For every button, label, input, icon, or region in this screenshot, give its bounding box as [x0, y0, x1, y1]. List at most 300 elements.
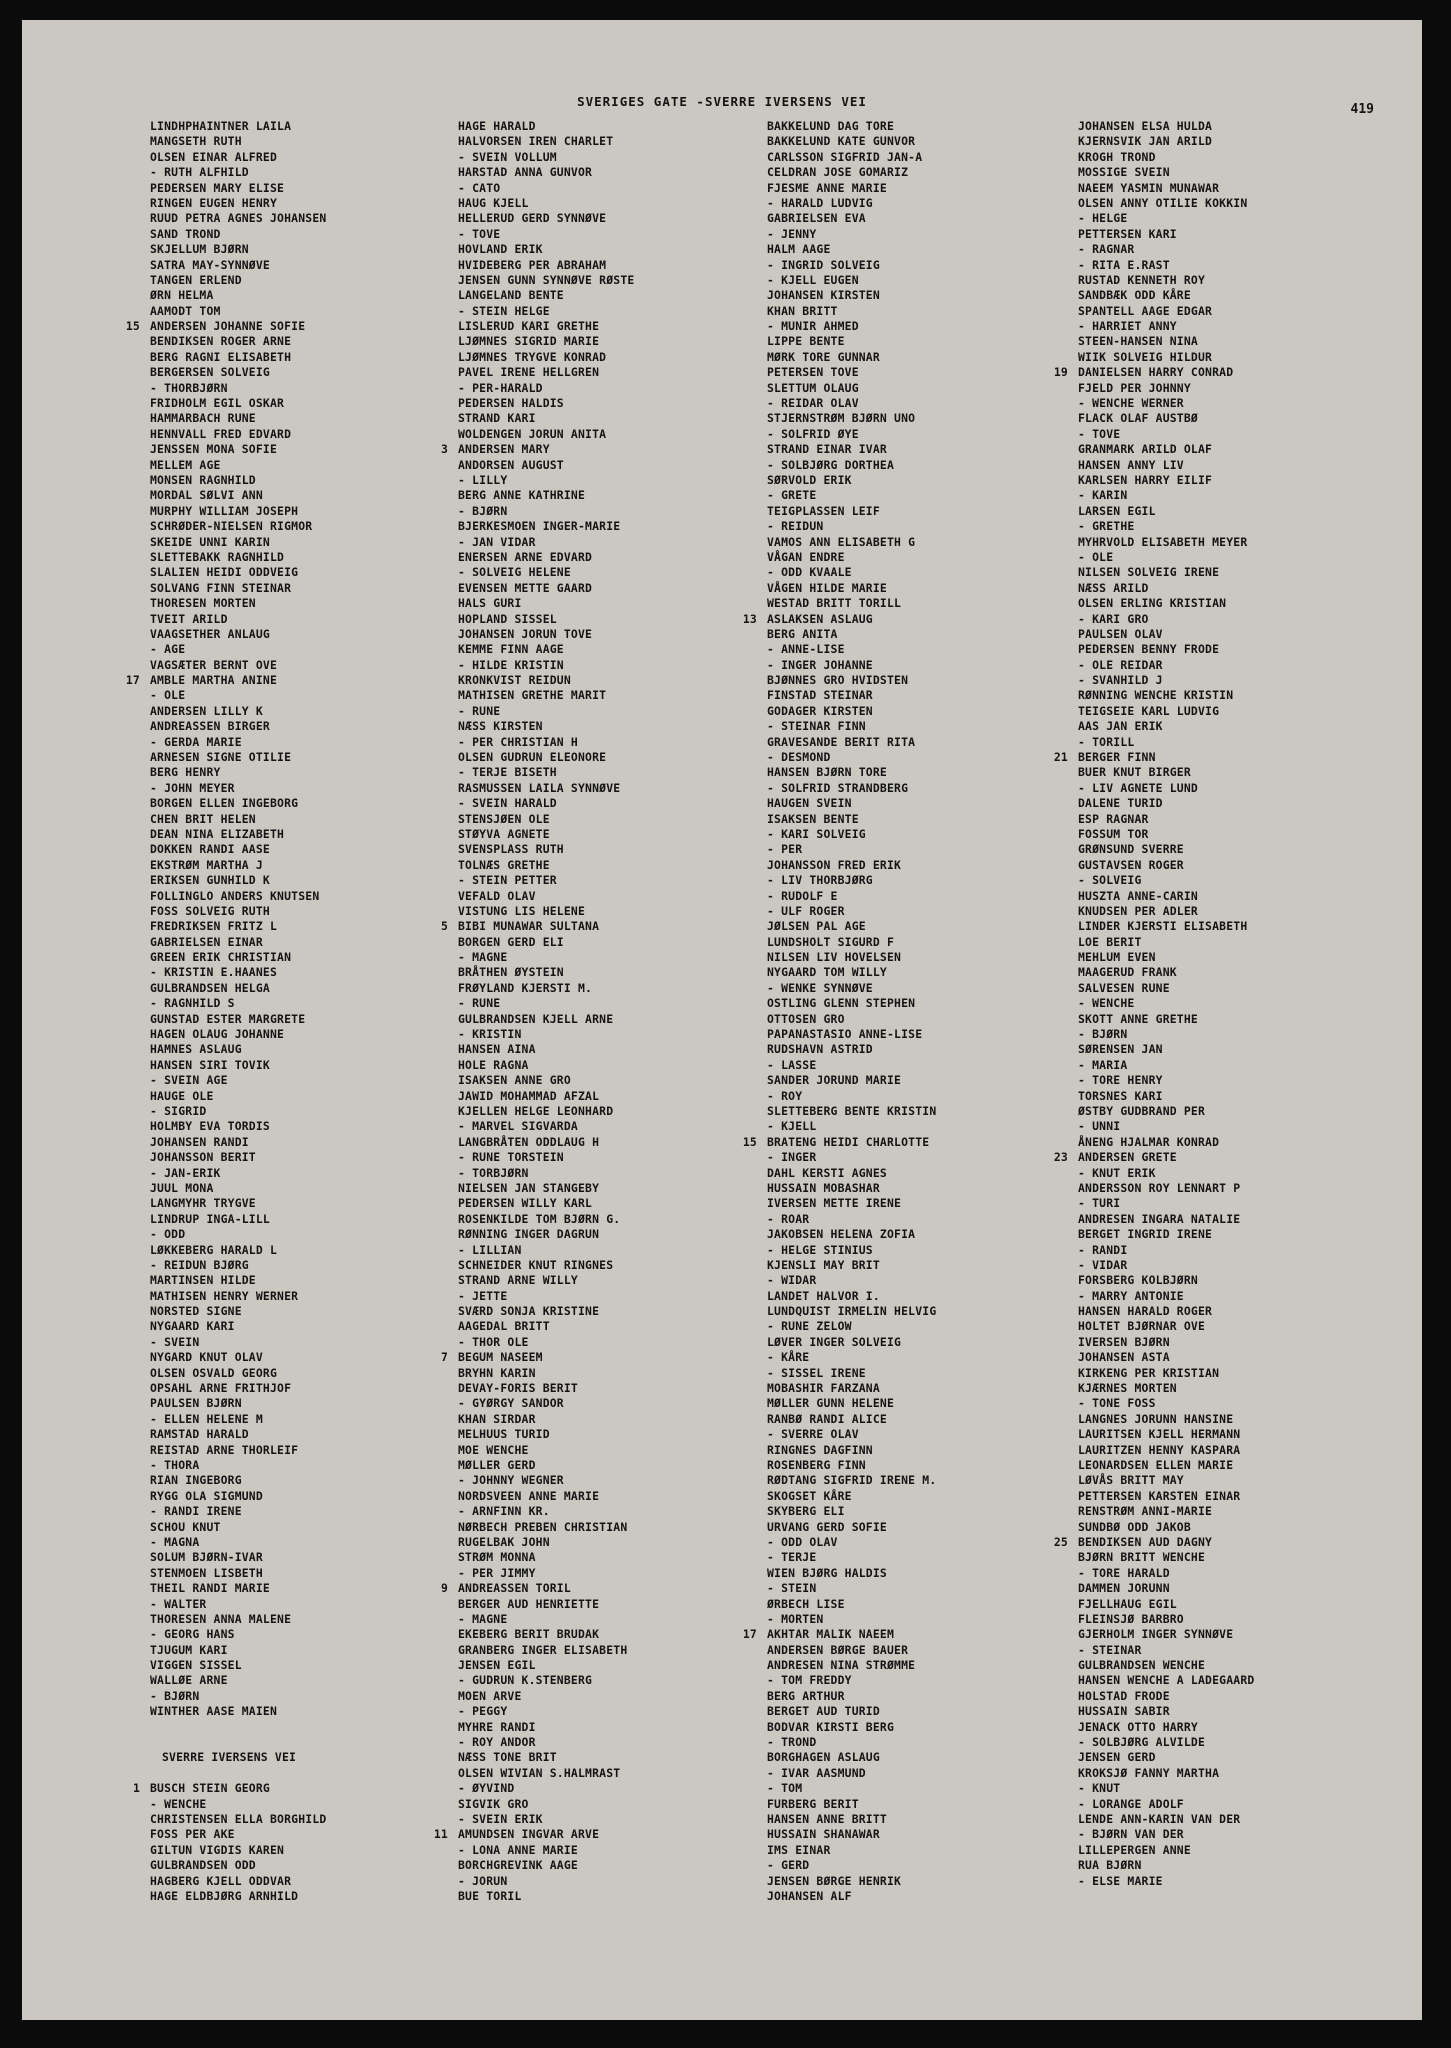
resident-entry	[1078, 1689, 1254, 1704]
resident-name: PAVEL IRENE HELLGREN	[458, 365, 600, 380]
resident-entry	[1078, 411, 1254, 426]
resident-name: KARLSEN HARRY EILIF	[1078, 472, 1213, 487]
resident-name: - SVEIN	[150, 1334, 200, 1349]
resident-entry	[458, 1196, 634, 1211]
resident-entry	[1078, 519, 1254, 534]
resident-name: PAPANASTASIO ANNE-LISE	[767, 1027, 923, 1042]
resident-name: SALVESEN RUNE	[1078, 980, 1170, 995]
resident-name: - JOHNNY WEGNER	[458, 1473, 564, 1488]
resident-entry	[458, 1089, 634, 1104]
resident-entry	[458, 904, 634, 919]
resident-name: - ULF ROGER	[767, 903, 845, 918]
resident-entry	[150, 134, 326, 149]
resident-name: JOHANSEN ELSA HULDA	[1078, 119, 1213, 133]
resident-entry	[767, 996, 936, 1011]
resident-entry	[767, 1289, 936, 1304]
resident-name: HOLMBY EVA TORDIS	[150, 1119, 270, 1134]
resident-name: JOHANSSON BERIT	[150, 1150, 256, 1165]
resident-name: TANGEN ERLEND	[150, 272, 242, 287]
resident-entry	[150, 396, 326, 411]
resident-entry	[458, 858, 634, 873]
resident-entry	[767, 211, 936, 226]
resident-name: NØRBECH PREBEN CHRISTIAN	[458, 1519, 628, 1534]
resident-entry	[767, 396, 936, 411]
resident-entry	[458, 1243, 634, 1258]
resident-entry	[150, 1243, 326, 1258]
resident-entry	[150, 1119, 326, 1134]
resident-entry	[767, 304, 936, 319]
resident-name: NYGAARD KARI	[150, 1319, 235, 1334]
resident-entry	[458, 1843, 634, 1858]
resident-name: ISAKSEN ANNE GRO	[458, 1073, 571, 1088]
resident-name: KJERNSVIK JAN ARILD	[1078, 134, 1213, 149]
resident-entry	[1078, 1381, 1254, 1396]
resident-name: - INGRID SOLVEIG	[767, 257, 880, 272]
resident-entry	[1078, 1181, 1254, 1196]
resident-name: DEVAY-FORIS BERIT	[458, 1381, 578, 1396]
resident-name: - KRISTIN E.HAANES	[150, 965, 278, 980]
resident-entry	[767, 1073, 936, 1088]
street-heading	[150, 1750, 326, 1765]
resident-entry	[150, 1350, 326, 1365]
resident-name: HAGEN OLAUG JOHANNE	[150, 1027, 285, 1042]
resident-entry	[150, 535, 326, 550]
resident-entry	[767, 704, 936, 719]
resident-entry	[1078, 473, 1254, 488]
resident-name: MELLEM AGE	[150, 457, 221, 472]
resident-entry	[767, 150, 936, 165]
resident-entry	[767, 904, 936, 919]
resident-name: SANDBÆK ODD KÅRE	[1078, 288, 1191, 303]
resident-entry	[458, 1473, 634, 1488]
resident-entry	[767, 1535, 936, 1550]
resident-name: SCHNEIDER KNUT RINGNES	[458, 1257, 614, 1272]
resident-name: THEIL RANDI MARIE	[150, 1581, 270, 1596]
resident-name: - HARALD LUDVIG	[767, 195, 873, 210]
resident-name: HAGBERG KJELL ODDVAR	[150, 1873, 292, 1888]
resident-name: HOLTET BJØRNAR OVE	[1078, 1319, 1206, 1334]
resident-name: JOHANSEN ALF	[767, 1888, 852, 1903]
resident-name: BORGEN GERD ELI	[458, 934, 564, 949]
resident-entry	[767, 965, 936, 980]
resident-entry	[767, 196, 936, 211]
resident-entry	[458, 365, 634, 380]
resident-name: - TORE HARALD	[1078, 1565, 1170, 1580]
resident-name: DAMMEN JORUNN	[1078, 1581, 1170, 1596]
resident-name: MOBASHIR FARZANA	[767, 1381, 880, 1396]
house-number: 21	[1053, 750, 1068, 765]
resident-name: BEGUM NASEEM	[458, 1350, 543, 1365]
resident-name: SKEIDE UNNI KARIN	[150, 534, 270, 549]
resident-name: NYGARD KNUT OLAV	[150, 1350, 263, 1365]
resident-name: - PER	[767, 842, 803, 857]
resident-name: BERGET INGRID IRENE	[1078, 1227, 1213, 1242]
resident-entry	[767, 227, 936, 242]
resident-name: OTTOSEN GRO	[767, 1011, 845, 1026]
resident-entry	[1078, 258, 1254, 273]
resident-name: HANSEN BJØRN TORE	[767, 765, 887, 780]
resident-entry	[150, 1812, 326, 1827]
resident-name: WIEN BJØRG HALDIS	[767, 1565, 887, 1580]
resident-entry	[767, 688, 936, 703]
resident-name: MØLLER GUNN HELENE	[767, 1396, 895, 1411]
resident-name: - RAGNHILD S	[150, 996, 235, 1011]
column-4	[1053, 119, 1255, 1889]
resident-name: JOHANSEN ASTA	[1078, 1350, 1170, 1365]
resident-name: ANDERSEN LILLY K	[150, 703, 263, 718]
resident-entry	[150, 735, 326, 750]
resident-name: - WENKE SYNNØVE	[767, 980, 873, 995]
resident-name: - WENCHE WERNER	[1078, 396, 1184, 411]
resident-name: SVERRE IVERSENS VEI	[162, 1750, 297, 1765]
resident-name: - MAGNE	[458, 1611, 508, 1626]
resident-name: FJESME ANNE MARIE	[767, 180, 887, 195]
resident-entry	[767, 134, 936, 149]
resident-name: KNUDSEN PER ADLER	[1078, 903, 1198, 918]
resident-name: HARSTAD ANNA GUNVOR	[458, 165, 593, 180]
resident-name: - STEINAR FINN	[767, 719, 866, 734]
resident-name: SATRA MAY-SYNNØVE	[150, 257, 270, 272]
resident-entry	[458, 319, 634, 334]
resident-entry	[150, 1874, 326, 1889]
resident-name: - GRETE	[767, 488, 817, 503]
resident-entry	[458, 1366, 634, 1381]
resident-entry	[458, 765, 634, 780]
resident-name: SKJELLUM BJØRN	[150, 242, 249, 257]
house-number: 17	[125, 673, 140, 688]
resident-name: OLSEN WIVIAN S.HALMRAST	[458, 1765, 621, 1780]
resident-name: - JAN VIDAR	[458, 534, 536, 549]
resident-entry	[458, 334, 634, 349]
resident-name: BERG HENRY	[150, 765, 221, 780]
resident-name: ÅNENG HJALMAR KONRAD	[1078, 1134, 1220, 1149]
resident-entry	[458, 704, 634, 719]
resident-name: SLETTEBAKK RAGNHILD	[150, 549, 285, 564]
resident-name: HUSZTA ANNE-CARIN	[1078, 888, 1198, 903]
resident-entry	[767, 1304, 936, 1319]
resident-entry	[767, 1473, 936, 1488]
resident-name: LAURITSEN KJELL HERMANN	[1078, 1427, 1241, 1442]
resident-entry	[767, 1196, 936, 1211]
resident-name: FORSBERG KOLBJØRN	[1078, 1273, 1198, 1288]
resident-name: FURBERG BERIT	[767, 1796, 859, 1811]
resident-entry	[767, 1550, 936, 1565]
resident-name: SCHRØDER-NIELSEN RIGMOR	[150, 519, 313, 534]
resident-name: JENSEN EGIL	[458, 1658, 536, 1673]
resident-entry	[150, 1827, 326, 1842]
resident-entry	[125, 319, 326, 334]
resident-name: BENDIKSEN ROGER ARNE	[150, 334, 292, 349]
resident-name: - SVEIN ERIK	[458, 1811, 543, 1826]
resident-entry	[767, 1612, 936, 1627]
resident-name: - ELLEN HELENE M	[150, 1411, 263, 1426]
resident-entry	[1053, 1534, 1254, 1550]
resident-entry	[458, 627, 634, 642]
resident-entry	[1078, 658, 1254, 673]
resident-entry	[458, 1658, 634, 1673]
resident-entry	[458, 504, 634, 519]
resident-name: MATHISEN HENRY WERNER	[150, 1288, 299, 1303]
column-1	[125, 119, 327, 1904]
resident-name: KJENSLI MAY BRIT	[767, 1257, 880, 1272]
resident-name: RØDTANG SIGFRID IRENE M.	[767, 1473, 937, 1488]
resident-name: STRAND KARI	[458, 411, 536, 426]
resident-entry	[1078, 1581, 1254, 1596]
resident-name: RENSTRØM ANNI-MARIE	[1078, 1504, 1213, 1519]
resident-entry	[150, 350, 326, 365]
resident-entry	[767, 1042, 936, 1057]
resident-name: LAURITZEN HENNY KASPARA	[1078, 1442, 1241, 1457]
resident-entry	[150, 381, 326, 396]
resident-entry	[458, 396, 634, 411]
resident-entry	[1078, 1550, 1254, 1565]
resident-name: - JORUN	[458, 1873, 508, 1888]
resident-entry	[767, 1119, 936, 1134]
resident-entry	[1078, 1766, 1254, 1781]
resident-entry	[767, 411, 936, 426]
resident-name: - HELGE STINIUS	[767, 1242, 873, 1257]
resident-name: RUUD PETRA AGNES JOHANSEN	[150, 211, 327, 226]
resident-entry	[150, 1381, 326, 1396]
resident-name: OLSEN EINAR ALFRED	[150, 149, 278, 164]
resident-name: REISTAD ARNE THORLEIF	[150, 1442, 299, 1457]
resident-entry	[458, 873, 634, 888]
resident-name: HANSEN ANNY LIV	[1078, 457, 1184, 472]
resident-name: MEHLUM EVEN	[1078, 950, 1156, 965]
resident-name: BJERKESMOEN INGER-MARIE	[458, 519, 621, 534]
resident-entry	[1078, 1073, 1254, 1088]
resident-entry	[150, 1843, 326, 1858]
resident-entry	[1078, 889, 1254, 904]
resident-name: CELDRAN JOSE GOMARIZ	[767, 165, 909, 180]
resident-name: LANGBRÅTEN ODDLAUG H	[458, 1134, 600, 1149]
resident-entry	[150, 642, 326, 657]
resident-entry	[458, 1750, 634, 1765]
resident-entry	[767, 1212, 936, 1227]
resident-entry	[150, 1027, 326, 1042]
resident-name: - TERJE BISETH	[458, 765, 557, 780]
resident-name: LUNDSHOLT SIGURD F	[767, 934, 895, 949]
resident-name: KHAN SIRDAR	[458, 1411, 536, 1426]
resident-entry	[1078, 1673, 1254, 1688]
resident-name: GULBRANDSEN HELGA	[150, 980, 270, 995]
resident-name: LANGNES JORUNN HANSINE	[1078, 1411, 1234, 1426]
resident-entry	[458, 211, 634, 226]
resident-name: HELLERUD GERD SYNNØVE	[458, 211, 607, 226]
resident-name: STJERNSTRØM BJØRN UNO	[767, 411, 916, 426]
resident-entry	[1078, 1704, 1254, 1719]
resident-name: WESTAD BRITT TORILL	[767, 596, 902, 611]
resident-entry	[458, 1135, 634, 1150]
resident-entry	[458, 427, 634, 442]
resident-entry	[742, 1134, 936, 1150]
resident-name: ROSENKILDE TOM BJØRN G.	[458, 1211, 621, 1226]
resident-entry	[458, 781, 634, 796]
resident-entry	[150, 658, 326, 673]
resident-entry	[1078, 842, 1254, 857]
resident-name: VISTUNG LIS HELENE	[458, 903, 586, 918]
resident-name: - WIDAR	[767, 1273, 817, 1288]
resident-name: - LIV THORBJØRG	[767, 873, 873, 888]
resident-entry	[150, 1042, 326, 1057]
resident-name: SANDER JORUND MARIE	[767, 1073, 902, 1088]
resident-entry	[458, 596, 634, 611]
resident-name: - JETTE	[458, 1288, 508, 1303]
resident-name: - TOVE	[458, 226, 501, 241]
resident-entry	[458, 1166, 634, 1181]
resident-name: - BJØRN	[1078, 1027, 1128, 1042]
resident-entry	[767, 119, 936, 134]
directory-page	[22, 20, 1422, 2020]
resident-name: ESP RAGNAR	[1078, 811, 1149, 826]
resident-name: - ODD OLAV	[767, 1534, 838, 1549]
resident-entry	[1078, 1243, 1254, 1258]
resident-name: - SIGRID	[150, 1104, 207, 1118]
resident-entry	[150, 1489, 326, 1504]
resident-name: - RUNE TORSTEIN	[458, 1150, 564, 1165]
resident-entry	[767, 1735, 936, 1750]
resident-entry	[767, 627, 936, 642]
resident-entry	[150, 258, 326, 273]
resident-entry	[458, 1889, 634, 1904]
resident-name: - GEORG HANS	[150, 1627, 235, 1642]
resident-entry	[1053, 365, 1254, 380]
resident-entry	[150, 842, 326, 857]
resident-name: - OLE	[1078, 549, 1114, 564]
resident-name: MOSSIGE SVEIN	[1078, 165, 1170, 180]
resident-name: ANDORSEN AUGUST	[458, 457, 564, 472]
resident-entry	[150, 1704, 326, 1719]
resident-name: SUNDBØ ODD JAKOB	[1078, 1519, 1191, 1534]
resident-name: STRAND EINAR IVAR	[767, 442, 887, 457]
resident-name: - HARRIET ANNY	[1078, 319, 1177, 334]
resident-name: - ELSE MARIE	[1078, 1873, 1163, 1888]
resident-entry	[1078, 273, 1254, 288]
resident-entry	[767, 642, 936, 657]
resident-entry	[458, 1304, 634, 1319]
resident-entry	[1078, 827, 1254, 842]
resident-name: - BJØRN	[458, 503, 508, 518]
resident-entry	[1078, 334, 1254, 349]
resident-name: IMS EINAR	[767, 1842, 831, 1857]
resident-entry	[150, 1443, 326, 1458]
resident-entry	[150, 1319, 326, 1334]
resident-entry	[1078, 1166, 1254, 1181]
resident-entry	[1078, 288, 1254, 303]
resident-entry	[150, 227, 326, 242]
resident-name: JENSEN GERD	[1078, 1750, 1156, 1765]
resident-entry	[440, 442, 634, 457]
resident-name: RANBØ RANDI ALICE	[767, 1411, 887, 1426]
resident-entry	[767, 458, 936, 473]
resident-name: - SOLVEIG HELENE	[458, 565, 571, 580]
resident-entry	[1078, 1258, 1254, 1273]
resident-entry	[150, 565, 326, 580]
resident-entry	[150, 1366, 326, 1381]
resident-name: - WENCHE	[1078, 996, 1135, 1011]
resident-entry	[767, 1566, 936, 1581]
resident-name: AMUNDSEN INGVAR ARVE	[458, 1827, 600, 1842]
resident-name: - ØYVIND	[458, 1781, 515, 1796]
resident-entry	[1078, 442, 1254, 457]
resident-entry	[150, 1689, 326, 1704]
resident-entry	[1078, 1812, 1254, 1827]
resident-entry	[1078, 1304, 1254, 1319]
resident-entry	[1078, 812, 1254, 827]
resident-name: - STEIN HELGE	[458, 303, 550, 318]
resident-name: FOLLINGLO ANDERS KNUTSEN	[150, 888, 320, 903]
resident-name: - THOR OLE	[458, 1334, 529, 1349]
resident-name: ØSTBY GUDBRAND PER	[1078, 1104, 1206, 1118]
resident-name: HAUGEN SVEIN	[767, 796, 852, 811]
resident-name: TORSNES KARI	[1078, 1088, 1163, 1103]
resident-name: RUSTAD KENNETH ROY	[1078, 272, 1206, 287]
resident-name: NORDSVEEN ANNE MARIE	[458, 1488, 600, 1503]
resident-entry	[150, 1289, 326, 1304]
resident-entry	[458, 1042, 634, 1057]
resident-entry	[150, 889, 326, 904]
resident-name: CHRISTENSEN ELLA BORGHILD	[150, 1811, 327, 1826]
resident-name: ANDERSEN JOHANNE SOFIE	[150, 319, 306, 334]
resident-entry	[150, 981, 326, 996]
resident-entry	[150, 1396, 326, 1411]
resident-name: BUER KNUT BIRGER	[1078, 765, 1191, 780]
resident-name: AAMODT TOM	[150, 303, 221, 318]
resident-name: - STEINAR	[1078, 1642, 1142, 1657]
resident-entry	[1078, 642, 1254, 657]
resident-entry	[767, 1412, 936, 1427]
resident-name: HALVORSEN IREN CHARLET	[458, 134, 614, 149]
resident-name: RIAN INGEBORG	[150, 1473, 242, 1488]
resident-entry	[1078, 935, 1254, 950]
resident-entry	[767, 1012, 936, 1027]
resident-name: - PER JIMMY	[458, 1565, 536, 1580]
resident-name: JOHANSEN KIRSTEN	[767, 288, 880, 303]
resident-name: - OLE	[150, 688, 186, 703]
resident-name: - ROY ANDOR	[458, 1735, 536, 1750]
resident-entry	[458, 1797, 634, 1812]
resident-entry	[767, 273, 936, 288]
resident-entry	[150, 1535, 326, 1550]
resident-name: - ROY	[767, 1088, 803, 1103]
resident-entry	[767, 719, 936, 734]
resident-entry	[150, 996, 326, 1011]
resident-name: NÆSS KIRSTEN	[458, 719, 543, 734]
resident-entry	[150, 427, 326, 442]
resident-entry	[767, 581, 936, 596]
resident-entry	[458, 1273, 634, 1288]
resident-name: SKOTT ANNE GRETHE	[1078, 1011, 1198, 1026]
resident-entry	[767, 889, 936, 904]
resident-name: ARNESEN SIGNE OTILIE	[150, 750, 292, 765]
resident-name: JENACK OTTO HARRY	[1078, 1719, 1198, 1734]
resident-entry	[150, 781, 326, 796]
resident-name: WINTHER AASE MAIEN	[150, 1704, 278, 1719]
resident-entry	[1078, 873, 1254, 888]
resident-name: PEDERSEN HALDIS	[458, 396, 564, 411]
resident-entry	[458, 473, 634, 488]
resident-name: IVERSEN BJØRN	[1078, 1334, 1170, 1349]
resident-entry	[150, 550, 326, 565]
resident-name: LØVÅS BRITT MAY	[1078, 1473, 1184, 1488]
resident-entry	[132, 1781, 326, 1796]
resident-entry	[458, 1781, 634, 1796]
resident-entry	[150, 1212, 326, 1227]
resident-name: BUSCH STEIN GEORG	[150, 1781, 270, 1796]
resident-name: ANDREASSEN TORIL	[458, 1581, 571, 1596]
resident-entry	[1078, 1797, 1254, 1812]
resident-entry	[150, 1150, 326, 1165]
